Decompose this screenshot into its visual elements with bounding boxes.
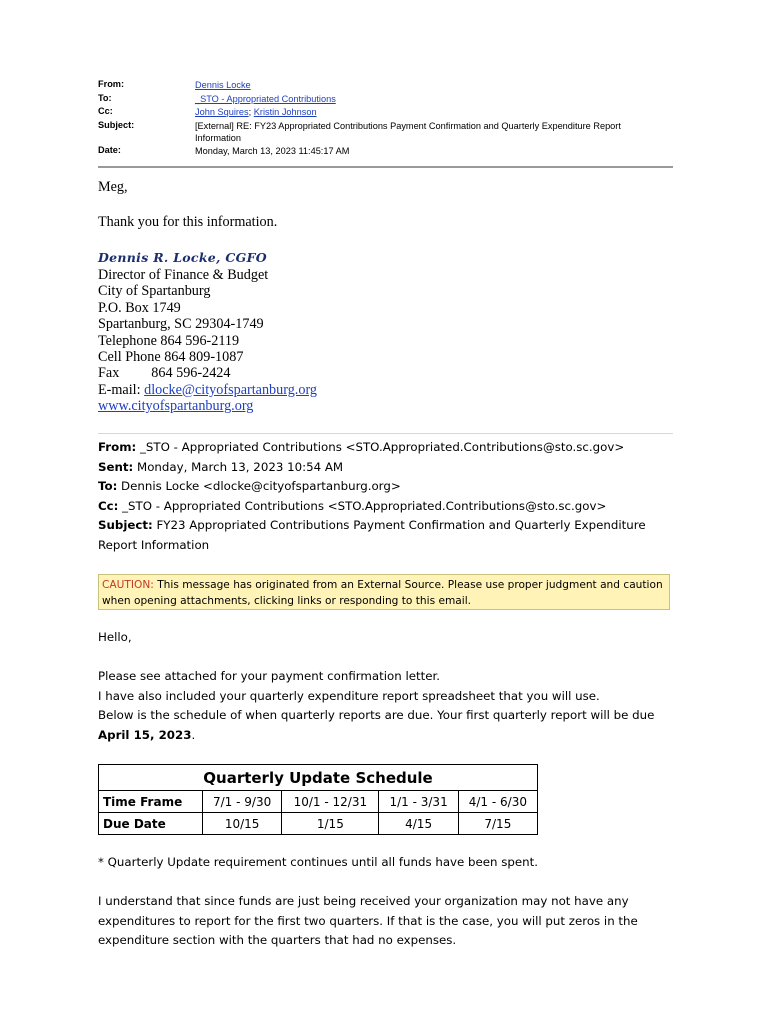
cc-values [195,106,665,118]
quoted-to-row [98,477,673,497]
body-hello: Hello, [98,630,132,644]
signature-name: Dennis R. Locke, CGFO [98,250,267,265]
schedule-title-row [99,765,538,791]
timeframe-cell: 4/1 - 6/30 [458,791,537,813]
caution-label: CAUTION: [102,579,154,591]
signature-block [98,267,317,415]
reply-thanks: Thank you for this information. [98,214,278,230]
cc-label: Cc: [98,106,113,116]
duedate-label: Due Date [99,813,203,835]
to-link[interactable]: _STO - Appropriated Contributions [195,93,336,104]
date-label: Date: [98,144,121,155]
email-label: E-mail: [98,381,145,398]
body-line3-end: . [191,727,196,742]
subject-value: [External] RE: FY23 Appropriated Contributions Payment Confirmation and Quarterly Expenditure Report Information [195,120,621,143]
signature-cell: Cell Phone 864 809-1087 [98,349,244,366]
signature-website [98,398,317,414]
timeframe-label: Time Frame [99,791,203,813]
duedate-cell: 1/15 [282,813,379,835]
signature-title: Director of Finance & Budget [98,267,269,283]
header-cc-row [98,106,673,120]
from-label: From: [98,79,125,89]
cc-separator: ; [248,107,254,117]
timeframe-cell: 10/1 - 12/31 [282,791,379,813]
duedate-cell: 4/15 [379,813,458,835]
body-closing: I understand that since funds are just being received your organization may not have any expenditures to report for the first two quarters. If that is the case, you will put zeros in the expenditure section with the quarters that had no expenses. [98,894,638,947]
quoted-subject-value: FY23 Appropriated Contributions Payment Confirmation and Quarterly Expenditure Report Information [98,518,646,552]
quarterly-schedule-table [98,764,538,835]
email-link[interactable]: dlocke@cityofspartanburg.org [144,381,318,398]
quoted-cc-row [98,497,673,517]
quoted-from-row [98,438,673,458]
quoted-cc-label: Cc: [98,498,119,513]
subject-label: Subject: [98,119,135,130]
body-line1: Please see attached for your payment confirmation letter. [98,669,441,683]
signature-telephone: Telephone 864 596-2119 [98,332,240,349]
quoted-from-value: _STO - Appropriated Contributions <STO.Appropriated.Contributions@sto.sc.gov> [136,440,625,454]
quoted-cc-value: _STO - Appropriated Contributions <STO.Appropriated.Contributions@sto.sc.gov> [118,498,607,513]
quoted-sent-row [98,458,673,478]
to-label: To: [98,92,112,103]
schedule-timeframe-row [99,791,538,813]
quoted-divider [98,433,673,434]
caution-text: This message has originated from an External Source. Please use proper judgment and caution when opening attachments, clicking links or responding to this email. [102,579,663,607]
quoted-sent-label: Sent: [98,459,134,474]
body-line2: I have also included your quarterly expenditure report spreadsheet that you will use. [98,688,600,703]
schedule-duedate-row [99,813,538,835]
header-from-row [98,79,673,93]
signature-org: City of Spartanburg [98,283,211,300]
first-due-date: April 15, 2023 [98,727,192,742]
quoted-subject-row [98,516,673,555]
quoted-sent-value: Monday, March 13, 2023 10:54 AM [133,459,344,474]
quoted-subject-label: Subject: [98,518,153,532]
header-subject-row [98,120,673,145]
fax-value: 864 596-2424 [151,365,231,382]
body-line3-text: Below is the schedule of when quarterly reports are due. Your first quarterly report will be due [98,708,655,722]
signature-email [98,382,317,398]
quoted-to-value: Dennis Locke <dlocke@cityofspartanburg.org> [117,479,401,493]
header-date-row [98,145,673,159]
caution-banner [98,574,670,610]
duedate-cell: 10/15 [203,813,282,835]
reply-greeting: Meg, [98,179,128,195]
header-divider [98,166,673,168]
email-header [98,79,673,158]
body-paragraph [98,667,673,745]
quoted-from-label: From: [98,440,137,454]
cc-link-squires[interactable]: John Squires [195,107,249,117]
website-link[interactable]: www.cityofspartanburg.org [98,398,254,415]
quoted-to-label: To: [98,479,118,493]
body-line3 [98,706,673,745]
date-value: Monday, March 13, 2023 11:45:17 AM [195,145,350,156]
timeframe-cell: 1/1 - 3/31 [379,791,458,813]
signature-fax [98,365,317,381]
schedule-title: Quarterly Update Schedule [99,765,538,791]
quoted-header [98,438,673,555]
signature-po: P.O. Box 1749 [98,299,181,316]
timeframe-cell: 7/1 - 9/30 [203,791,282,813]
signature-city: Spartanburg, SC 29304-1749 [98,316,264,333]
from-link[interactable]: Dennis Locke [195,80,251,90]
header-to-row [98,93,673,107]
duedate-cell: 7/15 [458,813,537,835]
fax-label: Fax [98,365,120,382]
cc-link-johnson[interactable]: Kristin Johnson [253,107,317,117]
schedule-note: * Quarterly Update requirement continues until all funds have been spent. [98,855,539,869]
